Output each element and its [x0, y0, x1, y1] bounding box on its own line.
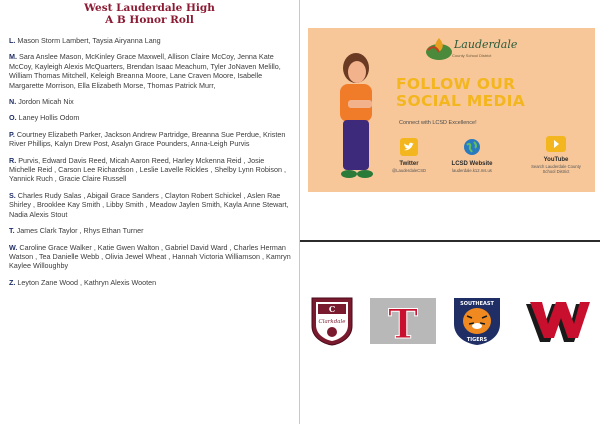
southeast-tigers-logo: [450, 296, 504, 346]
headline-line-2: SOCIAL MEDIA: [396, 92, 525, 110]
entry-names: Courtney Elizabeth Parker, Jackson Andrew Partridge, Breanna Sue Perdue, Kristen River Phillips, Kalyn Drew Post, Asalyn Grace Pounders, Anna-Leigh Purvis: [9, 129, 286, 149]
logo-subtitle: County School District: [452, 53, 492, 58]
honor-roll-entry: [9, 36, 292, 45]
honor-roll-title: West Lauderdale High: [84, 2, 215, 14]
entry-names: James Clark Taylor , Rhys Ethan Turner: [16, 226, 144, 236]
entry-letter: W.: [9, 242, 18, 252]
honor-roll-entry: [9, 130, 292, 149]
entry-letter: O.: [9, 113, 17, 123]
entry-names: Leyton Zane Wood , Kathryn Alexis Wooten: [17, 277, 157, 287]
t-logo: [370, 296, 436, 346]
southeast-top-text: SOUTHEAST: [460, 301, 494, 307]
honor-roll-entry: [9, 97, 292, 106]
lcsd-logo: [424, 32, 518, 66]
entry-letter: R.: [9, 155, 17, 165]
youtube-search-hint: Search Lauderdale County School District: [531, 164, 581, 174]
youtube-label: YouTube: [543, 157, 569, 163]
entry-names: Purvis, Edward Davis Reed, Micah Aaron Reed, Harley Mckenna Reid , Josie Michelle Reid , Carson Lee Richardson , Leslie Lavelle Rickles , Shelby Lynn Robison , Yannick Ruch , Gracie Claire Russell: [9, 155, 286, 184]
entry-letter: M.: [9, 52, 17, 62]
website-url: lauderdale.k12.ms.us: [452, 168, 492, 173]
honor-roll-entry: [9, 226, 292, 235]
entry-letter: P.: [9, 129, 15, 139]
youtube-link[interactable]: [526, 136, 586, 174]
person-illustration: [322, 48, 390, 192]
honor-roll-entry: [9, 52, 292, 90]
w-letter: W: [522, 296, 523, 297]
twitter-link[interactable]: [384, 138, 434, 173]
section-divider: [300, 240, 600, 242]
entry-letter: S.: [9, 190, 16, 200]
banner-headline: [396, 76, 525, 110]
entry-letter: L.: [9, 36, 16, 45]
honor-roll-subtitle: A B Honor Roll: [105, 14, 194, 26]
entry-names: Sara Anslee Mason, McKinley Grace Maxwell, Allison Claire McCoy, Jenna Kate McCoy, Kayleigh Alexis McQuarters, Brendan Isaac Meachum, Tyler JoNaven Melillo, William Thomas Mitchell, Keleigh Breanna Moore, Lane Craven Moore, Isabelle Margarette Morrison, Ella Elizabeth Morse, Thomas Patrick Murr,: [9, 52, 281, 90]
entry-names: Mason Storm Lambert, Taysia Airyanna Lang: [17, 36, 161, 45]
w-logo: [522, 296, 592, 346]
entry-letter: Z.: [9, 277, 16, 287]
headline-line-1: FOLLOW OUR: [396, 75, 516, 93]
entry-letter: T.: [9, 226, 15, 236]
twitter-handle: @LauderdaleCSD: [391, 168, 427, 173]
social-media-banner[interactable]: [308, 28, 595, 192]
entry-names: Laney Hollis Odom: [18, 113, 80, 123]
logo-emblem-icon: [424, 34, 454, 64]
twitter-icon: [400, 138, 418, 156]
clarkdale-word: Clarkdale: [318, 319, 346, 325]
honor-roll-entry: [9, 243, 292, 271]
entry-names: Jordon Micah Nix: [18, 97, 74, 107]
entry-letter: N.: [9, 97, 17, 107]
logo-name: Lauderdale: [454, 38, 518, 51]
youtube-icon: [546, 136, 566, 152]
school-logos: [300, 296, 600, 346]
honor-roll-entry: [9, 156, 292, 184]
honor-roll-entry: [9, 191, 292, 219]
honor-roll-entry: [9, 113, 292, 122]
banner-tagline: Connect with LCSD Excellence!: [399, 120, 477, 126]
honor-roll-list: [9, 36, 292, 294]
website-label: LCSD Website: [451, 161, 493, 167]
honor-roll-entry: [9, 278, 292, 287]
website-link[interactable]: [444, 138, 500, 173]
t-letter: T: [388, 301, 418, 346]
twitter-label: Twitter: [399, 161, 419, 167]
right-panel: [300, 0, 600, 424]
entry-names: Charles Rudy Salas , Abigail Grace Sanders , Clayton Robert Schickel , Aslen Rae Shirley , Brooklee Kay Smith , Libby Smith , Meadow Jaylen Smith, Kayla Anne Stewart, Nadia Alexis Stout: [9, 190, 289, 219]
clarkdale-logo: [310, 296, 354, 346]
entry-names: Caroline Grace Walker , Katie Gwen Walton , Gabriel David Ward , Charles Herman Watson , Tea Danielle Webb , Olivia Jewel Wheat , Hannah Victoria Williamson , Kamryn Kaylee Willoughby: [9, 242, 291, 271]
globe-icon: [463, 138, 481, 156]
southeast-bottom-text: TIGERS: [466, 337, 488, 343]
clarkdale-letter: C: [328, 304, 336, 314]
